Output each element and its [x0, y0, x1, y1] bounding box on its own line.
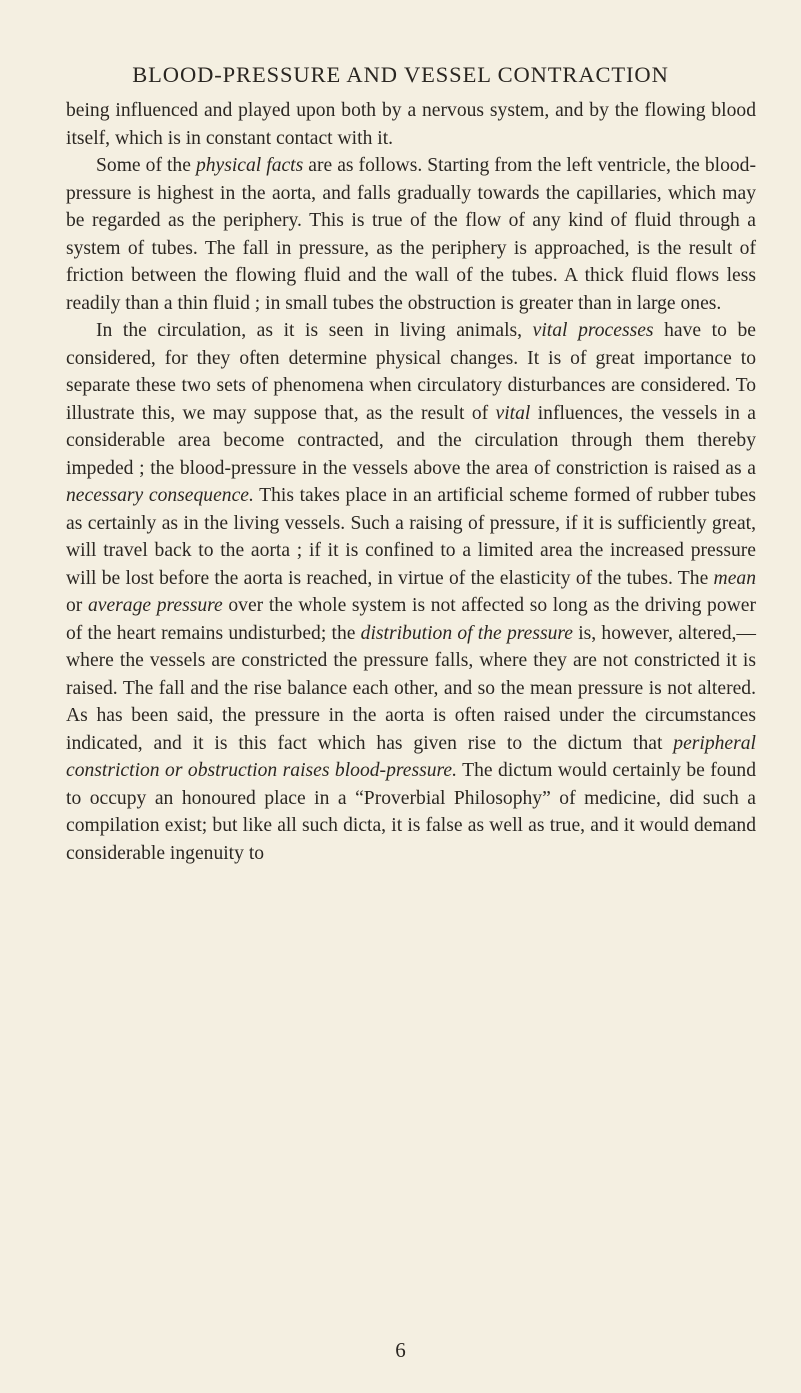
text-run: The dictum would certainly be found to occupy an honoured place in a “Proverbial Philosophy” of medicine, did such a compilation exist; but like all such dicta, it is false as well as true, and it would demand considerable ingenuity to	[66, 760, 756, 864]
italic-run: necessary consequence.	[66, 485, 254, 506]
text-run: Some of the	[96, 155, 196, 176]
text-run: or	[66, 595, 88, 616]
running-head: BLOOD-PRESSURE AND VESSEL CONTRACTION	[132, 62, 669, 87]
text-run: are as follows. Starting from the left ventricle, the blood-pressure is highest in the aorta, and falls gradually towards the capillaries, which may be regarded as the periphery. This is true of the flow of any kind of fluid through a system of tubes. The fall in pressure, as the periphery is approached, is the result of friction between the flowing fluid and the wall of the tubes. A thick fluid flows less readily than a thin fluid ; in small tubes the obstruction is greater than in large ones.	[66, 155, 757, 314]
paragraph	[66, 317, 756, 867]
paragraph	[66, 97, 756, 152]
italic-run: mean	[713, 567, 756, 589]
text-run: In the circulation, as it is seen in living animals,	[96, 320, 533, 341]
paragraph	[66, 152, 756, 317]
page-number: 6	[395, 1338, 406, 1362]
italic-run: average pressure	[87, 595, 223, 616]
text-run: is, however, altered,—where the vessels are constricted the pressure falls, where they are not constricted it is raised. The fall and the rise balance each other, and so the mean pressure is not altered. As has been said, the pressure in the aorta is often raised under the circumstances indicated, and it is this fact which has given rise to the dictum that	[66, 622, 756, 754]
italic-run: physical facts	[195, 155, 304, 176]
body-text	[66, 97, 756, 867]
text-run: influences, the vessels in a considerable area become contracted, and the circulation through them thereby impeded ; the blood-pressure in the vessels above the area of constriction is raised as a	[66, 402, 757, 479]
text-run: being influenced and played upon both by a nervous system, and by the flowing blood itself, which is in constant contact with it.	[66, 100, 756, 149]
italic-run: peripheral constriction or obstruction raises blood-pressure.	[66, 732, 756, 781]
italic-run: vital processes	[532, 320, 654, 341]
text-run: over the whole system is not affected so long as the driving power of the heart remains undisturbed; the	[66, 595, 756, 644]
italic-run: distribution of the pressure	[360, 622, 573, 644]
italic-run: vital	[495, 402, 531, 424]
text-run: have to be considered, for they often determine physical changes. It is of great importance to separate these two sets of phenomena when circulatory disturbances are considered. To illustrate this, we may suppose that, as the result of	[66, 320, 756, 424]
text-run: This takes place in an artificial scheme formed of rubber tubes as certainly as in the living vessels. Such a raising of pressure, if it is sufficiently great, will travel back to the aorta ; if it is confined to a limited area the increased pressure will be lost before the aorta is reached, in virtue of the elasticity of the tubes. The	[66, 485, 756, 589]
